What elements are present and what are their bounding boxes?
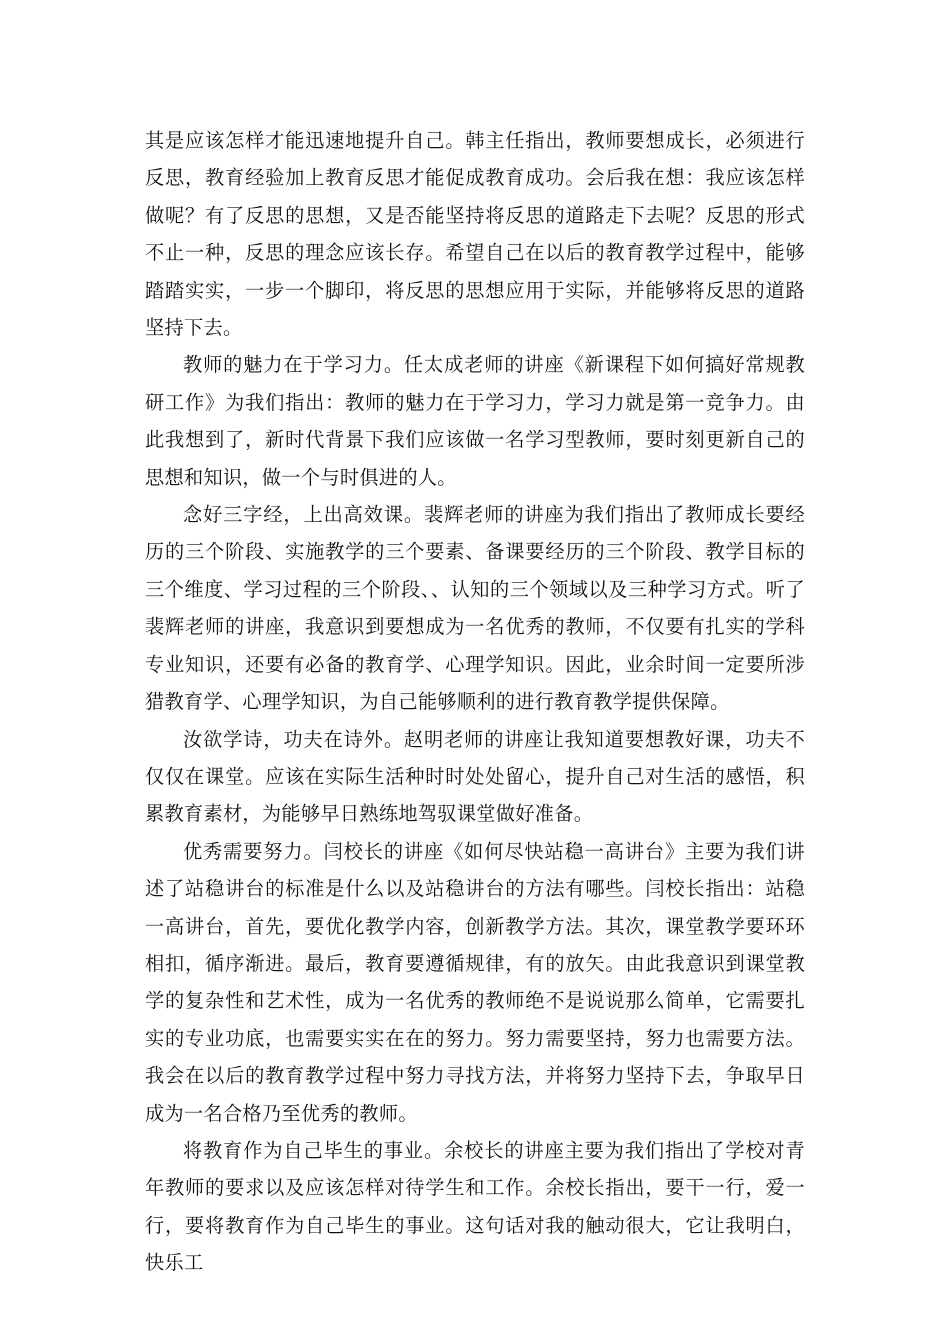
paragraph-learning-power: 教师的魅力在于学习力。任太成老师的讲座《新课程下如何搞好常规教研工作》为我们指出：教师的魅力在于学习力，学习力就是第一竞争力。由此我想到了，新时代背景下我们应该做一名学习型教师，要时刻更新自己的思想和知识，做一个与时俱进的人。 <box>145 353 805 489</box>
paragraph-three-character-classic: 念好三字经，上出高效课。裴辉老师的讲座为我们指出了教师成长要经历的三个阶段、实施教学的三个要素、备课要经历的三个阶段、教学目标的三个维度、学习过程的三个阶段、、认知的三个领域以及三种学习方式。听了裴辉老师的讲座，我意识到要想成为一名优秀的教师，不仅要有扎实的学科专业知识，还要有必备的教育学、心理学知识。因此，业余时间一定要所涉猎教育学、心理学知识，为自己能够顺利的进行教育教学提供保障。 <box>145 503 805 714</box>
paragraph-lifelong-career: 将教育作为自己毕生的事业。余校长的讲座主要为我们指出了学校对青年教师的要求以及应该怎样对待学生和工作。余校长指出，要干一行，爱一行，要将教育作为自己毕生的事业。这句话对我的触动很大，它让我明白，快乐工 <box>145 1138 805 1275</box>
paragraph-excellence-effort: 优秀需要努力。闫校长的讲座《如何尽快站稳一高讲台》主要为我们讲述了站稳讲台的标准是什么以及站稳讲台的方法有哪些。闫校长指出：站稳一高讲台，首先，要优化教学内容，创新教学方法。其次，课堂教学要环环相扣，循序渐进。最后，教育要遵循规律，有的放矢。由此我意识到课堂教学的复杂性和艺术性，成为一名优秀的教师绝不是说说那么简单，它需要扎实的专业功底，也需要实实在在的努力。努力需要坚持，努力也需要方法。我会在以后的教育教学过程中努力寻找方法，并将努力坚持下去，争取早日成为一名合格乃至优秀的教师。 <box>145 839 805 1125</box>
document-body <box>145 122 805 1282</box>
paragraph-poetry-skill: 汝欲学诗，功夫在诗外。赵明老师的讲座让我知道要想教好课，功夫不仅仅在课堂。应该在实际生活种时时处处留心，提升自己对生活的感悟，积累教育素材，为能够早日熟练地驾驭课堂做好准备。 <box>145 727 805 826</box>
paragraph-reflection: 其是应该怎样才能迅速地提升自己。韩主任指出，教师要想成长，必须进行反思，教育经验加上教育反思才能促成教育成功。会后我在想：我应该怎样做呢？有了反思的思想，又是否能坚持将反思的道路走下去呢？反思的形式不止一种，反思的理念应该长存。希望自己在以后的教育教学过程中，能够踏踏实实，一步一个脚印，将反思的思想应用于实际，并能够将反思的道路坚持下去。 <box>145 129 805 340</box>
